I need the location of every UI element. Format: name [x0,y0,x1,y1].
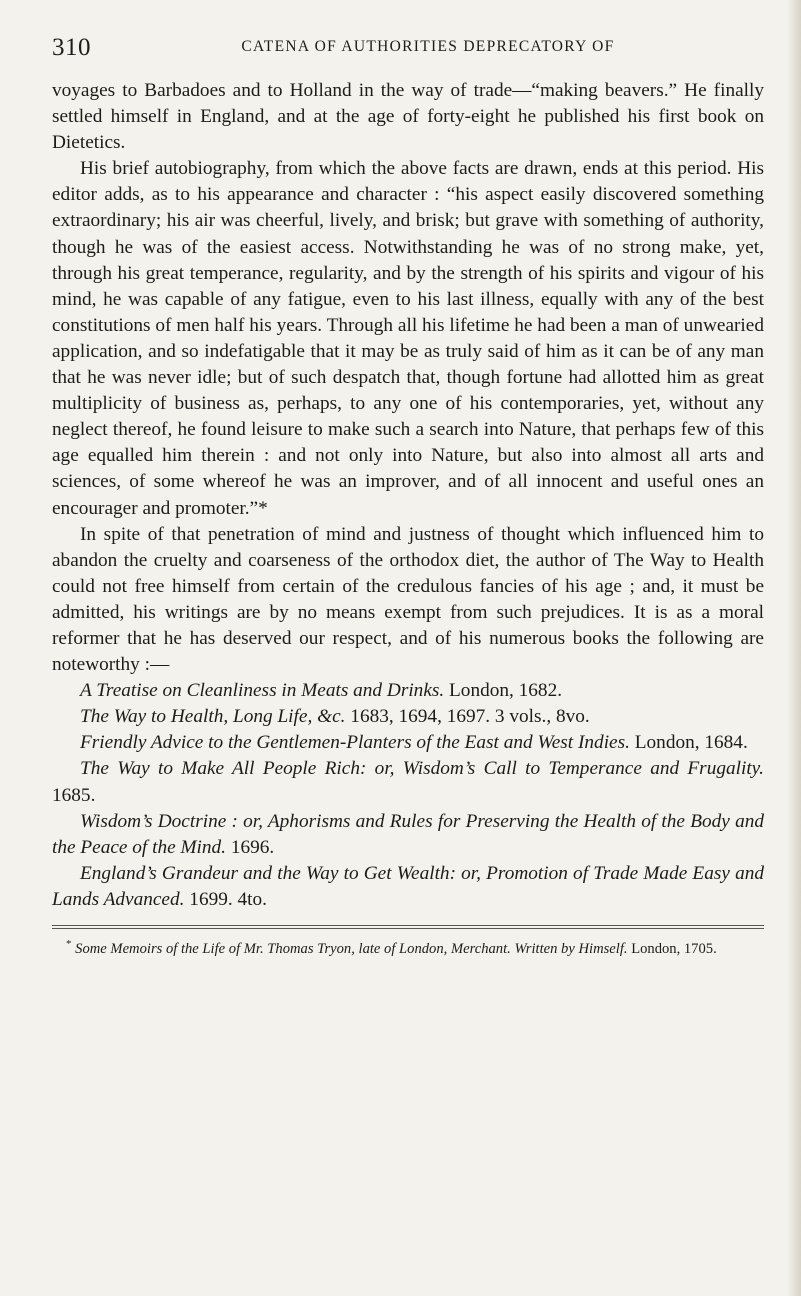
paragraph-1: voyages to Barbadoes and to Holland in the way of trade—“making beavers.” He finally settled himself in England, and at the age of forty-eight he published his first book on Dietetics. [52,80,764,154]
entry-details: London, 1684. [634,732,748,754]
entry-details: 1683, 1694, 1697. 3 vols., 8vo. [350,706,590,728]
footnote [52,935,764,959]
bibliography-entry [52,809,764,861]
bibliography-entry [52,756,764,808]
entry-details: London, 1682. [449,680,563,702]
footnote-mark: * [66,938,72,950]
body-text [52,78,764,678]
bibliography-entry [52,861,764,913]
entry-title: The Way to Health, Long Life, &c. [80,706,346,728]
entry-title: Friendly Advice to the Gentlemen-Planters of the East and West Indies. [80,732,630,754]
bibliography-entry [52,704,764,730]
page-edge-shadow [787,0,801,1296]
entry-title: England’s Grandeur and the Way to Get Wealth: or, Promotion of Trade Made Easy and Lands Advanced. [52,862,764,910]
entry-details: 1685. [52,784,96,806]
entry-title: A Treatise on Cleanliness in Meats and Drinks. [80,680,445,702]
footnote-citation: Some Memoirs of the Life of Mr. Thomas Tryon, late of London, Merchant. Written by Himself. [75,940,628,957]
bibliography-entry [52,678,764,704]
entry-details: 1699. 4to. [189,888,267,910]
paragraph-2: His brief autobiography, from which the above facts are drawn, ends at this period. His editor adds, as to his appearance and character : “his aspect easily discovered something extraordinary; his air was cheerful, lively, and brisk; but grave with something of authority, though he was of the easiest access. Notwithstanding he was of no strong make, yet, through his great temperance, regularity, and by the strength of his spirits and vigour of his mind, he was capable of any fatigue, even to his last illness, equally with any of the best constitutions of men half his years. Through all his lifetime he had been a man of unwearied application, and so indefatigable that it may be as truly said of him as it can be of any man that he was never idle; but of such despatch that, though fortune had allotted him as great multiplicity of business as, perhaps, to any one of his contemporaries, yet, without any neglect thereof, he found leisure to make such a search into Nature, that perhaps few of this age equalled him therein : and not only into Nature, but also into almost all arts and sciences, of some whereof he was an improver, and of all innocent and useful ones an encourager and promoter.”* [52,158,764,519]
page-number: 310 [52,34,91,61]
footnote-imprint: London, 1705. [631,940,717,957]
entry-details: 1696. [230,836,275,858]
page-header [52,34,764,78]
paragraph-3: In spite of that penetration of mind and justness of thought which influenced him to abandon the cruelty and coarseness of the orthodox diet, the author of The Way to Health could not free himself from certain of the credulous fancies of his age ; and, it must be admitted, his writings are by no means exempt from such prejudices. It is as a moral reformer that he has deserved our respect, and of his numerous books the following are noteworthy :— [52,523,764,676]
book-page [52,34,764,973]
running-title: CATENA OF AUTHORITIES DEPRECATORY OF [241,38,615,55]
bibliography-entry [52,730,764,756]
entry-title: The Way to Make All People Rich: or, Wisdom’s Call to Temperance and Frugality. [80,758,764,780]
entry-title: Wisdom’s Doctrine : or, Aphorisms and Rules for Preserving the Health of the Body and the Peace of the Mind. [52,810,764,858]
bibliography-list [52,678,764,913]
footnote-rule [52,925,764,929]
